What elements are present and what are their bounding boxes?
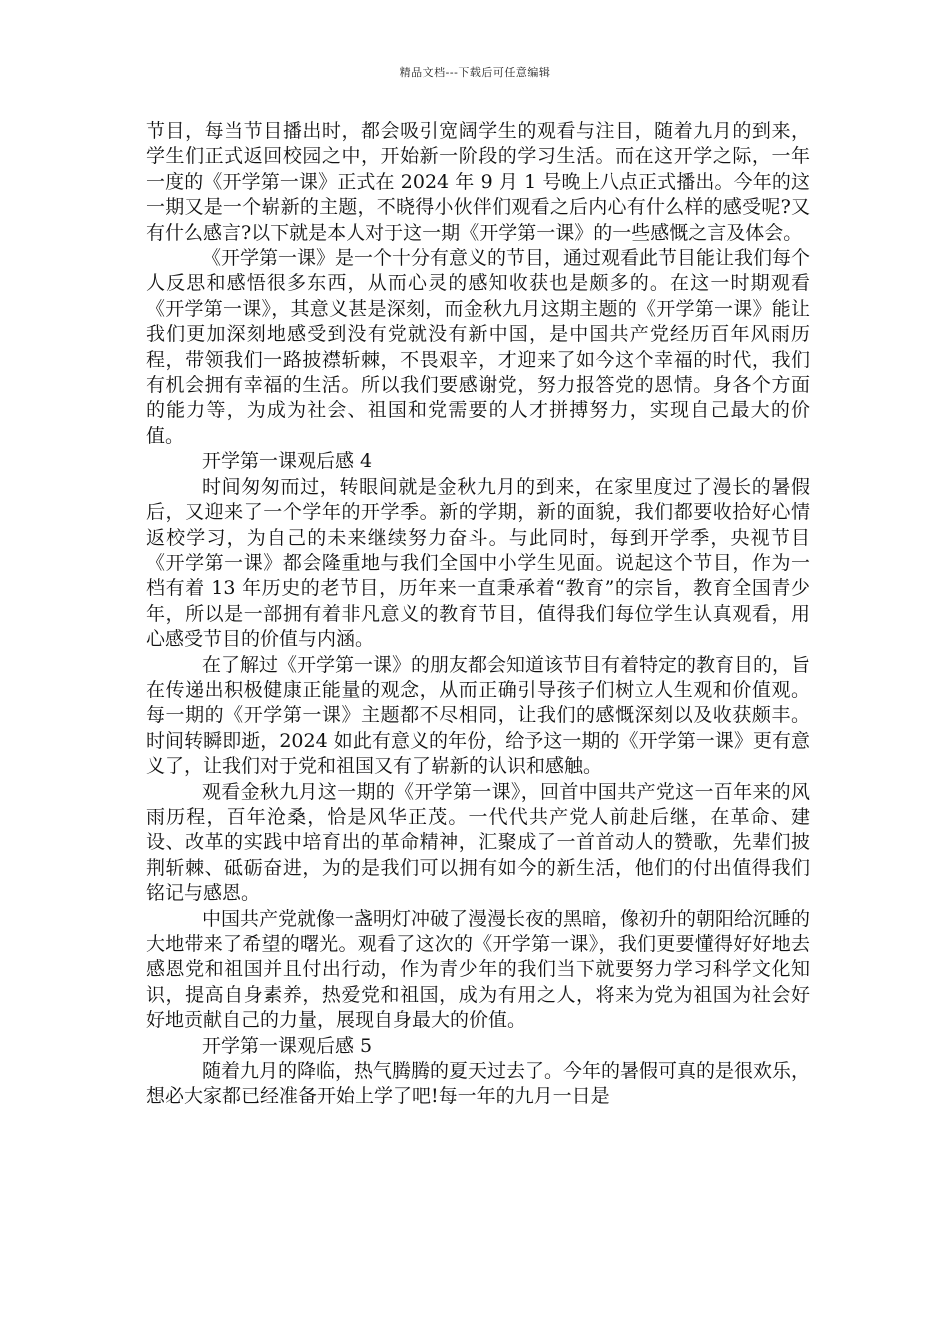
paragraph: 节目，每当节目播出时，都会吸引宽阔学生的观看与注目，随着九月的到来，学生们正式返回校园之中，开始新一阶段的学习生活。而在这开学之际，一年一度的《开学第一课》正式在 2024 年 9 月 1 号晚上八点正式播出。今年的这一期又是一个崭新的主题，不晓得小伙伴们观看之后内心有什么样的感受呢?又有什么感言?以下就是本人对于这一期《开学第一课》的一些感慨之言及体会。 <box>146 120 810 244</box>
page-header: 精品文档---下载后可任意编辑 <box>399 66 551 79</box>
document-body <box>146 119 810 1110</box>
section-heading: 开学第一课观后感 5 <box>202 1034 373 1057</box>
paragraph: 在了解过《开学第一课》的朋友都会知道该节目有着特定的教育目的，旨在传递出积极健康正能量的观念，从而正确引导孩子们树立人生观和价值观。每一期的《开学第一课》主题都不尽相同，让我们的感慨深刻以及收获颇丰。时间转瞬即逝，2024 如此有意义的年份，给予这一期的《开学第一课》更有意义了，让我们对于党和祖国又有了崭新的认识和感触。 <box>146 653 811 778</box>
paragraph: 时间匆匆而过，转眼间就是金秋九月的到来，在家里度过了漫长的暑假后，又迎来了一个学年的开学季。新的学期，新的面貌，我们都要收拾好心情返校学习，为自己的未来继续努力奋斗。与此同时，每到开学季，央视节目《开学第一课》都会隆重地与我们全国中小学生见面。说起这个节目，作为一档有着 13 年历史的老节目，历年来一直秉承着“教育”的宗旨，教育全国青少年，所以是一部拥有着非凡意义的教育节目，值得我们每位学生认真观看，用心感受节目的价值与内涵。 <box>146 475 810 651</box>
paragraph: 观看金秋九月这一期的《开学第一课》，回首中国共产党这一百年来的风雨历程，百年沧桑，恰是风华正茂。一代代共产党人前赴后继，在革命、建设、改革的实践中培育出的革命精神，汇聚成了一首首动人的赞歌，先辈们披荆斩棘、砥砺奋进，为的是我们可以拥有如今的新生活，他们的付出值得我们铭记与感恩。 <box>146 780 810 905</box>
paragraph: 《开学第一课》是一个十分有意义的节目，通过观看此节目能让我们每个人反思和感悟很多东西，从而心灵的感知收获也是颇多的。在这一时期观看《开学第一课》，其意义甚是深刻，而金秋九月这期主题的《开学第一课》能让我们更加深刻地感受到没有党就没有新中国，是中国共产党经历百年风雨历程，带领我们一路披襟斩棘，不畏艰辛，才迎来了如今这个幸福的时代，我们有机会拥有幸福的生活。所以我们要感谢党，努力报答党的恩情。身各个方面的能力等，为成为社会、祖国和党需要的人才拼搏努力，实现自己最大的价值。 <box>146 247 811 447</box>
section-heading: 开学第一课观后感 4 <box>202 450 373 473</box>
paragraph: 随着九月的降临，热气腾腾的夏天过去了。今年的暑假可真的是很欢乐，想必大家都已经准备开始上学了吧!每一年的九月一日是 <box>146 1060 811 1108</box>
paragraph: 中国共产党就像一盏明灯冲破了漫漫长夜的黑暗，像初升的朝阳给沉睡的大地带来了希望的曙光。观看了这次的《开学第一课》，我们更要懂得好好地去感恩党和祖国并且付出行动，作为青少年的我们当下就要努力学习科学文化知识，提高自身素养，热爱党和祖国，成为有用之人，将来为党为祖国为社会好好地贡献自己的力量，展现自身最大的价值。 <box>146 907 811 1032</box>
